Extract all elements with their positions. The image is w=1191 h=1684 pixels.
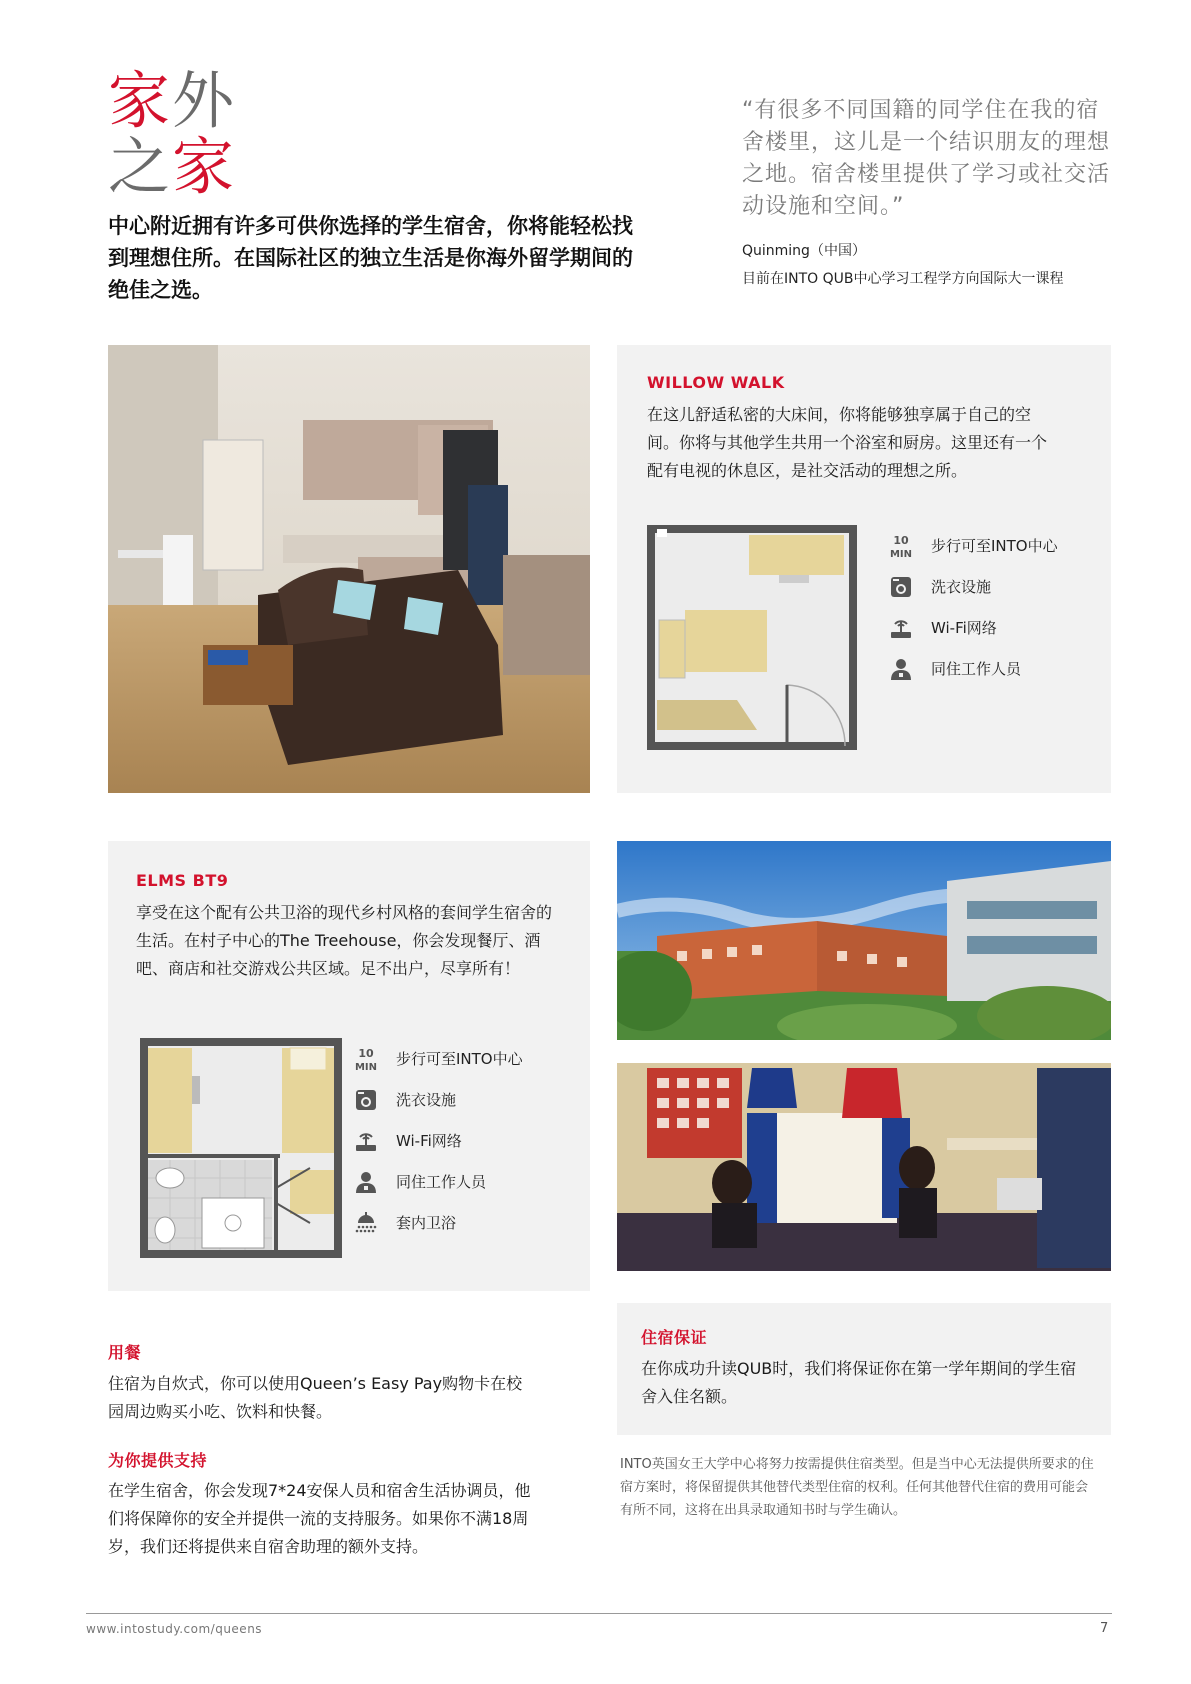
feature-label: 同住工作人员 (396, 1173, 487, 1191)
elms-bt9-panel (108, 841, 590, 1291)
title-char: 家 (108, 64, 173, 137)
elms-bt9-heading: ELMS BT9 (136, 871, 229, 890)
quote-author-detail: 目前在INTO QUB中心学习工程学方向国际大一课程 (742, 271, 1064, 287)
support-text: 在学生宿舍，你会发现7*24安保人员和宿舍生活协调员，他们将保障你的安全并提供一流的支持服务。如果你不满18周岁，我们还将提供来自宿舍助理的额外支持。 (108, 1481, 531, 1556)
feature-wifi (352, 1120, 523, 1161)
title-char: 家 (172, 130, 237, 203)
feature-label: Wi-Fi网络 (396, 1132, 462, 1150)
student-room-photo (617, 1063, 1111, 1271)
page-number: 7 (1100, 1621, 1109, 1636)
guarantee-heading: 住宿保证 (641, 1328, 708, 1347)
accommodation-guarantee-panel (617, 1303, 1111, 1435)
shower-icon (352, 1209, 380, 1237)
walk-icon-number: 10 (893, 533, 909, 547)
intro-text: 中心附近拥有许多可供你选择的学生宿舍，你将能轻松找到理想住所。在国际社区的独立生活是你海外留学期间的绝佳之选。 (108, 214, 633, 302)
quote-author (742, 237, 1112, 293)
feature-wifi (887, 607, 1058, 648)
resident-staff-icon (352, 1168, 380, 1196)
feature-label: Wi-Fi网络 (931, 619, 997, 637)
willow-walk-description: 在这儿舒适私密的大床间，你将能够独享属于自己的空间。你将与其他学生共用一个浴室和厨房。这里还有一个配有电视的休息区，是社交活动的理想之所。 (647, 405, 1048, 480)
wifi-router-icon (887, 614, 915, 642)
feature-laundry (352, 1079, 523, 1120)
feature-staff (352, 1161, 523, 1202)
dining-heading: 用餐 (108, 1343, 142, 1362)
resident-staff-icon (887, 655, 915, 683)
quote-text: “有很多不同国籍的同学住在我的宿舍楼里，这儿是一个结识朋友的理想之地。宿舍楼里提供了学习或社交活动设施和空间。” (742, 98, 1111, 219)
wifi-router-icon (352, 1127, 380, 1155)
guarantee-text: 在你成功升读QUB时，我们将保证你在第一学年期间的学生宿舍入住名额。 (641, 1359, 1077, 1406)
willow-walk-panel (617, 345, 1111, 793)
feature-label: 洗衣设施 (396, 1091, 457, 1109)
support-heading: 为你提供支持 (108, 1451, 208, 1470)
elms-floorplan (140, 1038, 342, 1258)
feature-label: 套内卫浴 (396, 1214, 457, 1232)
building-photo (617, 841, 1111, 1040)
washing-machine-icon (352, 1086, 380, 1114)
feature-label: 步行可至INTO中心 (931, 537, 1058, 555)
feature-ensuite (352, 1202, 523, 1243)
feature-label: 步行可至INTO中心 (396, 1050, 523, 1068)
washing-machine-icon (887, 573, 915, 601)
page-title (108, 64, 237, 203)
title-char: 外 (172, 64, 237, 137)
dining-text: 住宿为自炊式，你可以使用Queen’s Easy Pay购物卡在校园周边购买小吃、饮料和快餐。 (108, 1374, 523, 1421)
willow-floorplan (647, 525, 857, 750)
walk-icon-unit: MIN (354, 1061, 378, 1073)
website-link[interactable]: www.intostudy.com/queens (86, 1622, 263, 1636)
willow-walk-heading: WILLOW WALK (647, 373, 785, 392)
feature-laundry (887, 566, 1058, 607)
disclaimer-text: INTO英国女王大学中心将努力按需提供住宿类型。但是当中心无法提供所要求的住宿方案时，将保留提供其他替代类型住宿的权利。任何其他替代住宿的费用可能会有所不同，这将在出具录取通知书时与学生确认。 (620, 1457, 1094, 1518)
walk-10min-icon (352, 1045, 380, 1073)
elms-feature-list (352, 1038, 523, 1243)
quote-author-name: Quinming（中国） (742, 243, 866, 259)
living-room-photo (108, 345, 590, 793)
walk-icon-number: 10 (358, 1046, 374, 1060)
walk-icon-unit: MIN (889, 548, 913, 560)
feature-staff (887, 648, 1058, 689)
footer-divider (86, 1613, 1112, 1614)
elms-bt9-description: 享受在这个配有公共卫浴的现代乡村风格的套间学生宿舍的生活。在村子中心的The Treehouse，你会发现餐厅、酒吧、商店和社交游戏公共区域。足不出户，尽享所有！ (136, 903, 553, 978)
feature-label: 洗衣设施 (931, 578, 992, 596)
title-char: 之 (108, 130, 173, 203)
feature-walk (352, 1038, 523, 1079)
feature-walk (887, 525, 1058, 566)
feature-label: 同住工作人员 (931, 660, 1022, 678)
willow-feature-list (887, 525, 1058, 689)
walk-10min-icon (887, 532, 915, 560)
